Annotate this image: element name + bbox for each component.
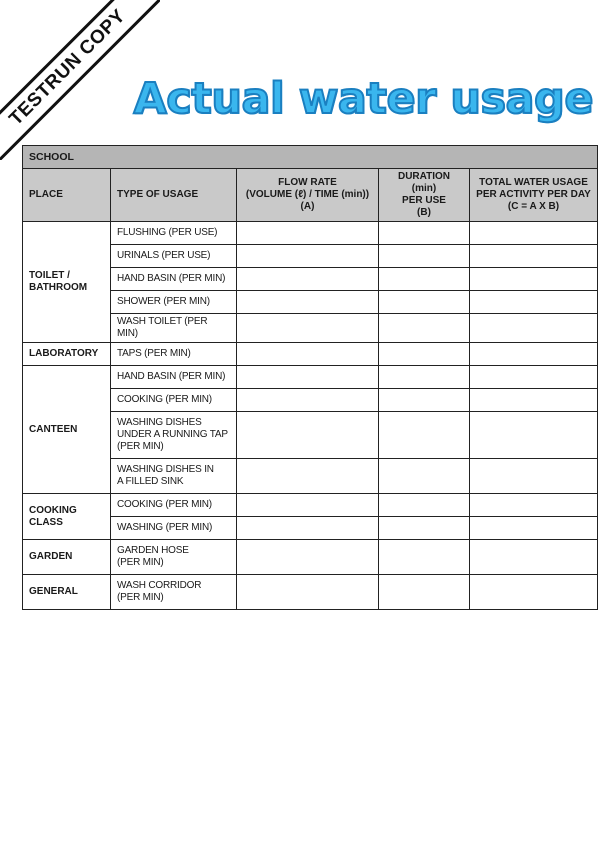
flow-rate-cell — [237, 268, 379, 291]
flow-rate-cell — [237, 389, 379, 412]
usage-type-cell — [111, 517, 237, 540]
flow-rate-cell — [237, 222, 379, 245]
duration-cell — [379, 389, 470, 412]
table-row — [23, 540, 598, 575]
section-row — [23, 146, 598, 169]
usage-type-line: TAPS (PER MIN) — [117, 348, 191, 359]
duration-cell — [379, 268, 470, 291]
usage-type-line: HAND BASIN (PER MIN) — [117, 273, 226, 284]
duration-cell — [379, 540, 470, 575]
total-usage-cell — [470, 314, 598, 343]
usage-type-line: COOKING (PER MIN) — [117, 499, 212, 510]
flow-rate-cell — [237, 540, 379, 575]
header-row — [23, 169, 598, 222]
duration-cell — [379, 517, 470, 540]
total-usage-cell — [470, 343, 598, 366]
total-usage-cell — [470, 540, 598, 575]
total-usage-cell — [470, 245, 598, 268]
duration-cell — [379, 245, 470, 268]
place-cell — [23, 540, 111, 575]
usage-type-cell — [111, 314, 237, 343]
usage-type-line: (PER MIN) — [117, 557, 164, 568]
flow-rate-cell — [237, 343, 379, 366]
duration-cell — [379, 412, 470, 459]
usage-type-cell — [111, 291, 237, 314]
duration-cell — [379, 494, 470, 517]
section-label: SCHOOL — [23, 146, 598, 169]
usage-type-line: URINALS (PER USE) — [117, 250, 211, 261]
place-label-line: GENERAL — [29, 586, 78, 597]
usage-type-cell — [111, 459, 237, 494]
table-row — [23, 343, 598, 366]
total-usage-cell — [470, 575, 598, 610]
usage-type-line: WASHING DISHES — [117, 417, 202, 428]
header-duration-line: DURATION (min) — [397, 171, 451, 194]
usage-type-line: (PER MIN) — [117, 592, 164, 603]
usage-type-line: UNDER A RUNNING TAP — [117, 429, 228, 440]
header-total-line: TOTAL WATER USAGE — [479, 177, 588, 188]
flow-rate-cell — [237, 412, 379, 459]
header-flow-line: FLOW RATE — [278, 177, 337, 188]
total-usage-cell — [470, 291, 598, 314]
usage-type-line: A FILLED SINK — [117, 476, 184, 487]
usage-type-line: WASH CORRIDOR — [117, 580, 202, 591]
usage-type-cell — [111, 222, 237, 245]
flow-rate-cell — [237, 494, 379, 517]
flow-rate-cell — [237, 459, 379, 494]
place-label-line: BATHROOM — [29, 282, 88, 293]
usage-type-line: WASH TOILET (PER MIN) — [117, 316, 208, 339]
place-cell — [23, 343, 111, 366]
place-cell — [23, 575, 111, 610]
place-label-line: TOILET / — [29, 270, 70, 281]
table-body — [23, 222, 598, 610]
table-row — [23, 366, 598, 389]
header-type-of-usage: TYPE OF USAGE — [111, 169, 237, 222]
flow-rate-cell — [237, 366, 379, 389]
header-duration-line: PER USE — [402, 195, 446, 206]
flow-rate-cell — [237, 517, 379, 540]
header-total-line: (C = A X B) — [507, 201, 560, 212]
page-title: Actual water usage — [133, 74, 593, 124]
header-flow-line: (A) — [300, 201, 315, 212]
usage-type-line: SHOWER (PER MIN) — [117, 296, 210, 307]
usage-type-line: COOKING (PER MIN) — [117, 394, 212, 405]
usage-type-cell — [111, 540, 237, 575]
place-label-line: LABORATORY — [29, 348, 99, 359]
usage-type-cell — [111, 245, 237, 268]
flow-rate-cell — [237, 245, 379, 268]
usage-type-cell — [111, 494, 237, 517]
duration-cell — [379, 291, 470, 314]
water-usage-table — [22, 145, 598, 610]
usage-type-cell — [111, 412, 237, 459]
duration-cell — [379, 366, 470, 389]
usage-type-cell — [111, 268, 237, 291]
duration-cell — [379, 575, 470, 610]
duration-cell — [379, 459, 470, 494]
total-usage-cell — [470, 268, 598, 291]
place-cell — [23, 366, 111, 494]
usage-type-line: GARDEN HOSE — [117, 545, 189, 556]
header-total-line: PER ACTIVITY PER DAY — [476, 189, 591, 200]
usage-type-line: FLUSHING (PER USE) — [117, 227, 218, 238]
place-label-line: CLASS — [29, 516, 63, 528]
total-usage-cell — [470, 366, 598, 389]
flow-rate-cell — [237, 314, 379, 343]
total-usage-cell — [470, 389, 598, 412]
ribbon-text: TESTRUN COPY — [0, 0, 160, 160]
header-duration — [379, 169, 470, 222]
total-usage-cell — [470, 459, 598, 494]
flow-rate-cell — [237, 575, 379, 610]
header-flow-line: (VOLUME (ℓ) / TIME (min)) — [245, 189, 370, 200]
total-usage-cell — [470, 517, 598, 540]
usage-type-line: (PER MIN) — [117, 441, 164, 452]
total-usage-cell — [470, 412, 598, 459]
table-row — [23, 222, 598, 245]
duration-cell — [379, 343, 470, 366]
table-row — [23, 494, 598, 517]
header-total-usage — [470, 169, 598, 222]
usage-type-line: WASHING (PER MIN) — [117, 522, 213, 533]
usage-type-cell — [111, 343, 237, 366]
usage-type-cell — [111, 389, 237, 412]
usage-type-line: WASHING DISHES IN — [117, 464, 214, 475]
usage-type-cell — [111, 366, 237, 389]
place-cell — [23, 494, 111, 540]
total-usage-cell — [470, 222, 598, 245]
place-label-line: GARDEN — [29, 551, 73, 562]
place-label-line: COOKING — [29, 504, 77, 516]
total-usage-cell — [470, 494, 598, 517]
usage-type-line: HAND BASIN (PER MIN) — [117, 371, 226, 382]
header-duration-line: (B) — [417, 207, 431, 218]
duration-cell — [379, 314, 470, 343]
usage-type-cell — [111, 575, 237, 610]
header-flow-rate — [237, 169, 379, 222]
table-row — [23, 575, 598, 610]
place-cell — [23, 222, 111, 343]
header-place: PLACE — [23, 169, 111, 222]
flow-rate-cell — [237, 291, 379, 314]
duration-cell — [379, 222, 470, 245]
place-label-line: CANTEEN — [29, 423, 78, 435]
